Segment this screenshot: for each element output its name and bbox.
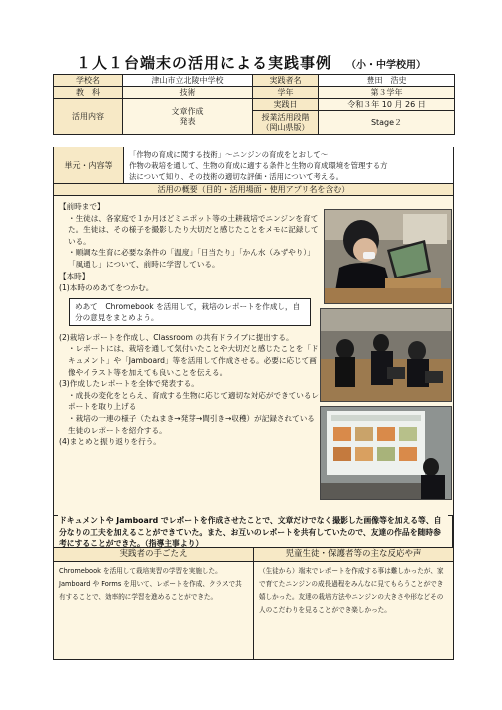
overview-header: 活用の概要（目的・活用場面・使用アプリ名を含む）: [53, 184, 454, 196]
before-item-2: ・順調な生育に必要な条件の「温度」「日当たり」「かん水（みずやり）」「風通し」について、前時に学習している。: [68, 248, 315, 269]
unit-line-2: 作物の栽培を通して、生物の育成に適する条件と生物の育成環境を管理する方: [129, 161, 388, 170]
activity-1: 文章作成: [171, 106, 204, 116]
photo-presentation-image: [321, 407, 451, 499]
photo-student-laptop: [324, 209, 452, 304]
photo-classroom: [320, 308, 452, 402]
step-3-note-a: ・成長の変化をとらえ、育成する生物に応じて適切な対応ができているレポートを取り上げる: [68, 390, 320, 412]
practitioner-text: Chromebook を活用して栽培実習の学習を実施した。Jamboard や Forms を用いて、レポートを作成、クラスで共有することで、効率的に学習を進めることができた。: [59, 567, 242, 601]
step-3: (3)作成したレポートを全体で発表する。: [59, 379, 199, 389]
stage-label-2: （岡山県版）: [261, 122, 310, 132]
unit-label: 単元・内容等: [54, 147, 124, 183]
stage-label: [253, 111, 319, 135]
unit-line-1: 「作物の育成に関する技術」〜ニンジンの育成をとおして〜: [129, 150, 329, 159]
school-label: 学校名: [54, 75, 123, 87]
subject-value: 技術: [123, 87, 253, 99]
conclusion-text: ドキュメントや Jamboard でレポートを作成させたことで、文章だけでなく撮影した画像等を加える等、自分なりの工夫を加えることができていた。また、お互いのレポートを共有していたので、友達の作品を随時参考にすることができた。（指導主事より）: [59, 516, 442, 548]
this-heading: 【本時】: [59, 271, 90, 281]
unit-text: [124, 147, 453, 183]
overview-section: [53, 196, 454, 548]
step-2-note: ・レポートには、栽培を通して気付いたことや大切だと感じたことを「ドキュメント」や「Jamboard」等を活用して作成させる。必要に応じて画像やイラスト等を加えても良いことを伝える。: [68, 344, 319, 377]
title-sub: （小・中学校用）: [346, 60, 426, 71]
grade-label: 学年: [253, 87, 319, 99]
practitioner-header: 実践者の手ごたえ: [54, 548, 253, 562]
step-1: (1)本時のめあてをつかむ。: [59, 283, 154, 293]
bottom-section: [53, 548, 454, 660]
stage-label-1: 授業活用段階: [261, 112, 310, 122]
stage-value: Stage２: [319, 111, 455, 135]
document-title: [0, 52, 502, 73]
activity-2: 発表: [179, 116, 196, 126]
activity-values: [123, 99, 253, 135]
step-2: (2)栽培レポートを作成し、Classroom の共有ドライブに提出する。: [59, 332, 294, 342]
overview-text: [59, 201, 321, 448]
photo-classroom-image: [321, 309, 451, 401]
activity-label: 活用内容: [54, 99, 123, 135]
unit-line-3: 法について知り、その技術の適切な評価・活用について考える。: [129, 172, 344, 181]
before-heading: 【前時まで】: [59, 202, 105, 211]
grade-value: 第３学年: [319, 87, 455, 99]
practitioner-column: [54, 548, 253, 659]
title-main: １人１台端末の活用による実践事例: [75, 54, 332, 72]
goal-box: めあて Chromebook を活用して，栽培のレポートを作成し，自分の意見をまとめよう。: [69, 298, 311, 326]
date-label: 実践日: [253, 99, 319, 111]
teacher-value: 豊田 浩史: [319, 75, 455, 87]
meta-table: [53, 74, 455, 135]
before-item-1: ・生徒は、各家庭で１か月ほどミニポット等の土耕栽培でニンジンを育てた。生徒は、その様子を撮影したり大切だと感じたことをメモに記録している。: [68, 213, 319, 246]
teacher-label: 実践者名: [253, 75, 319, 87]
school-value: 津山市立北陵中学校: [123, 75, 253, 87]
reaction-header: 児童生徒・保護者等の主な反応や声: [254, 548, 453, 562]
photo-student-laptop-image: [325, 210, 451, 303]
subject-label: 教 科: [54, 87, 123, 99]
photo-presentation: [320, 406, 452, 500]
reaction-column: [253, 548, 453, 659]
reaction-text: （生徒から）端末でレポートを作成する事は難しかったが、家で育てたニンジンの成長過程をみんなに見てもらうことができ嬉しかった。友達の栽培方法やニンジンの大きさや形などその人のこだわりを見ることができ楽しかった。: [259, 567, 444, 614]
step-3-note-b: ・栽培の一連の様子（たねまき→発芽→間引き→収穫）が記録されている生徒のレポートを紹介する。: [68, 413, 315, 435]
date-value: 令和３年 10 月 26 日: [319, 99, 455, 111]
step-4: (4)まとめと振り返りを行う。: [59, 437, 161, 447]
unit-row: [53, 147, 454, 184]
